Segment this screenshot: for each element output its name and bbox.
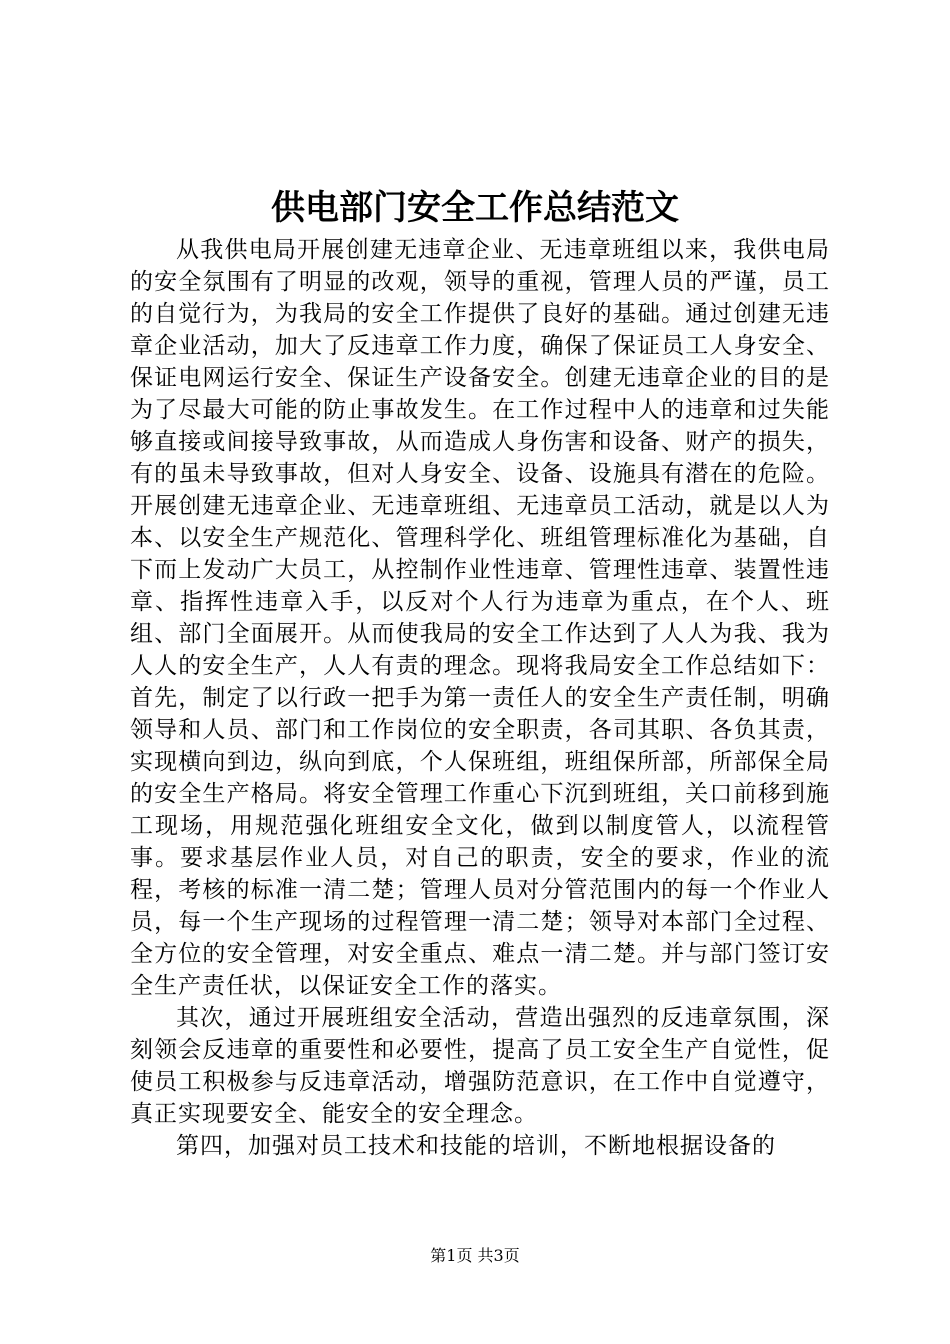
paragraph-second: 其次，通过开展班组安全活动，营造出强烈的反违章氛围，深刻领会反违章的重要性和必要性，提高了员工安全生产自觉性，促使员工积极参与反违章活动，增强防范意识，在工作中自觉遵守，真正实现要安全、能安全的安全理念。 (130, 1005, 830, 1127)
document-body (130, 234, 830, 1162)
paragraph-fourth: 第四，加强对员工技术和技能的培训，不断地根据设备的 (176, 1133, 776, 1159)
document-title: 供电部门安全工作总结范文 (271, 188, 679, 228)
paragraph-intro: 从我供电局开展创建无违章企业、无违章班组以来，我供电局的安全氛围有了明显的改观，领导的重视，管理人员的严谨，员工的自觉行为，为我局的安全工作提供了良好的基础。通过创建无违章企业活动，加大了反违章工作力度，确保了保证员工人身安全、保证电网运行安全、保证生产设备安全。创建无违章企业的目的是为了尽最大可能的防止事故发生。在工作过程中人的违章和过失能够直接或间接导致事故，从而造成人身伤害和设备、财产的损失，有的虽未导致事故，但对人身安全、设备、设施具有潜在的危险。开展创建无违章企业、无违章班组、无违章员工活动，就是以人为本、以安全生产规范化、管理科学化、班组管理标准化为基础，自下而上发动广大员工，从控制作业性违章、管理性违章、装置性违章、指挥性违章入手，以反对个人行为违章为重点，在个人、班组、部门全面展开。从而使我局的安全工作达到了人人为我、我为人人的安全生产，人人有责的理念。现将我局安全工作总结如下：首先，制定了以行政一把手为第一责任人的安全生产责任制，明确领导和人员、部门和工作岗位的安全职责，各司其职、各负其责，实现横向到边，纵向到底，个人保班组，班组保所部，所部保全局的安全生产格局。将安全管理工作重心下沉到班组，关口前移到施工现场，用规范强化班组安全文化，做到以制度管人，以流程管事。要求基层作业人员，对自己的职责，安全的要求，作业的流程，考核的标准一清二楚；管理人员对分管范围内的每一个作业人员，每一个生产现场的过程管理一清二楚；领导对本部门全过程、全方位的安全管理，对安全重点、难点一清二楚。并与部门签订安全生产责任状，以保证安全工作的落实。 (130, 237, 830, 999)
page-footer: 第1页 共3页 (430, 1246, 520, 1265)
